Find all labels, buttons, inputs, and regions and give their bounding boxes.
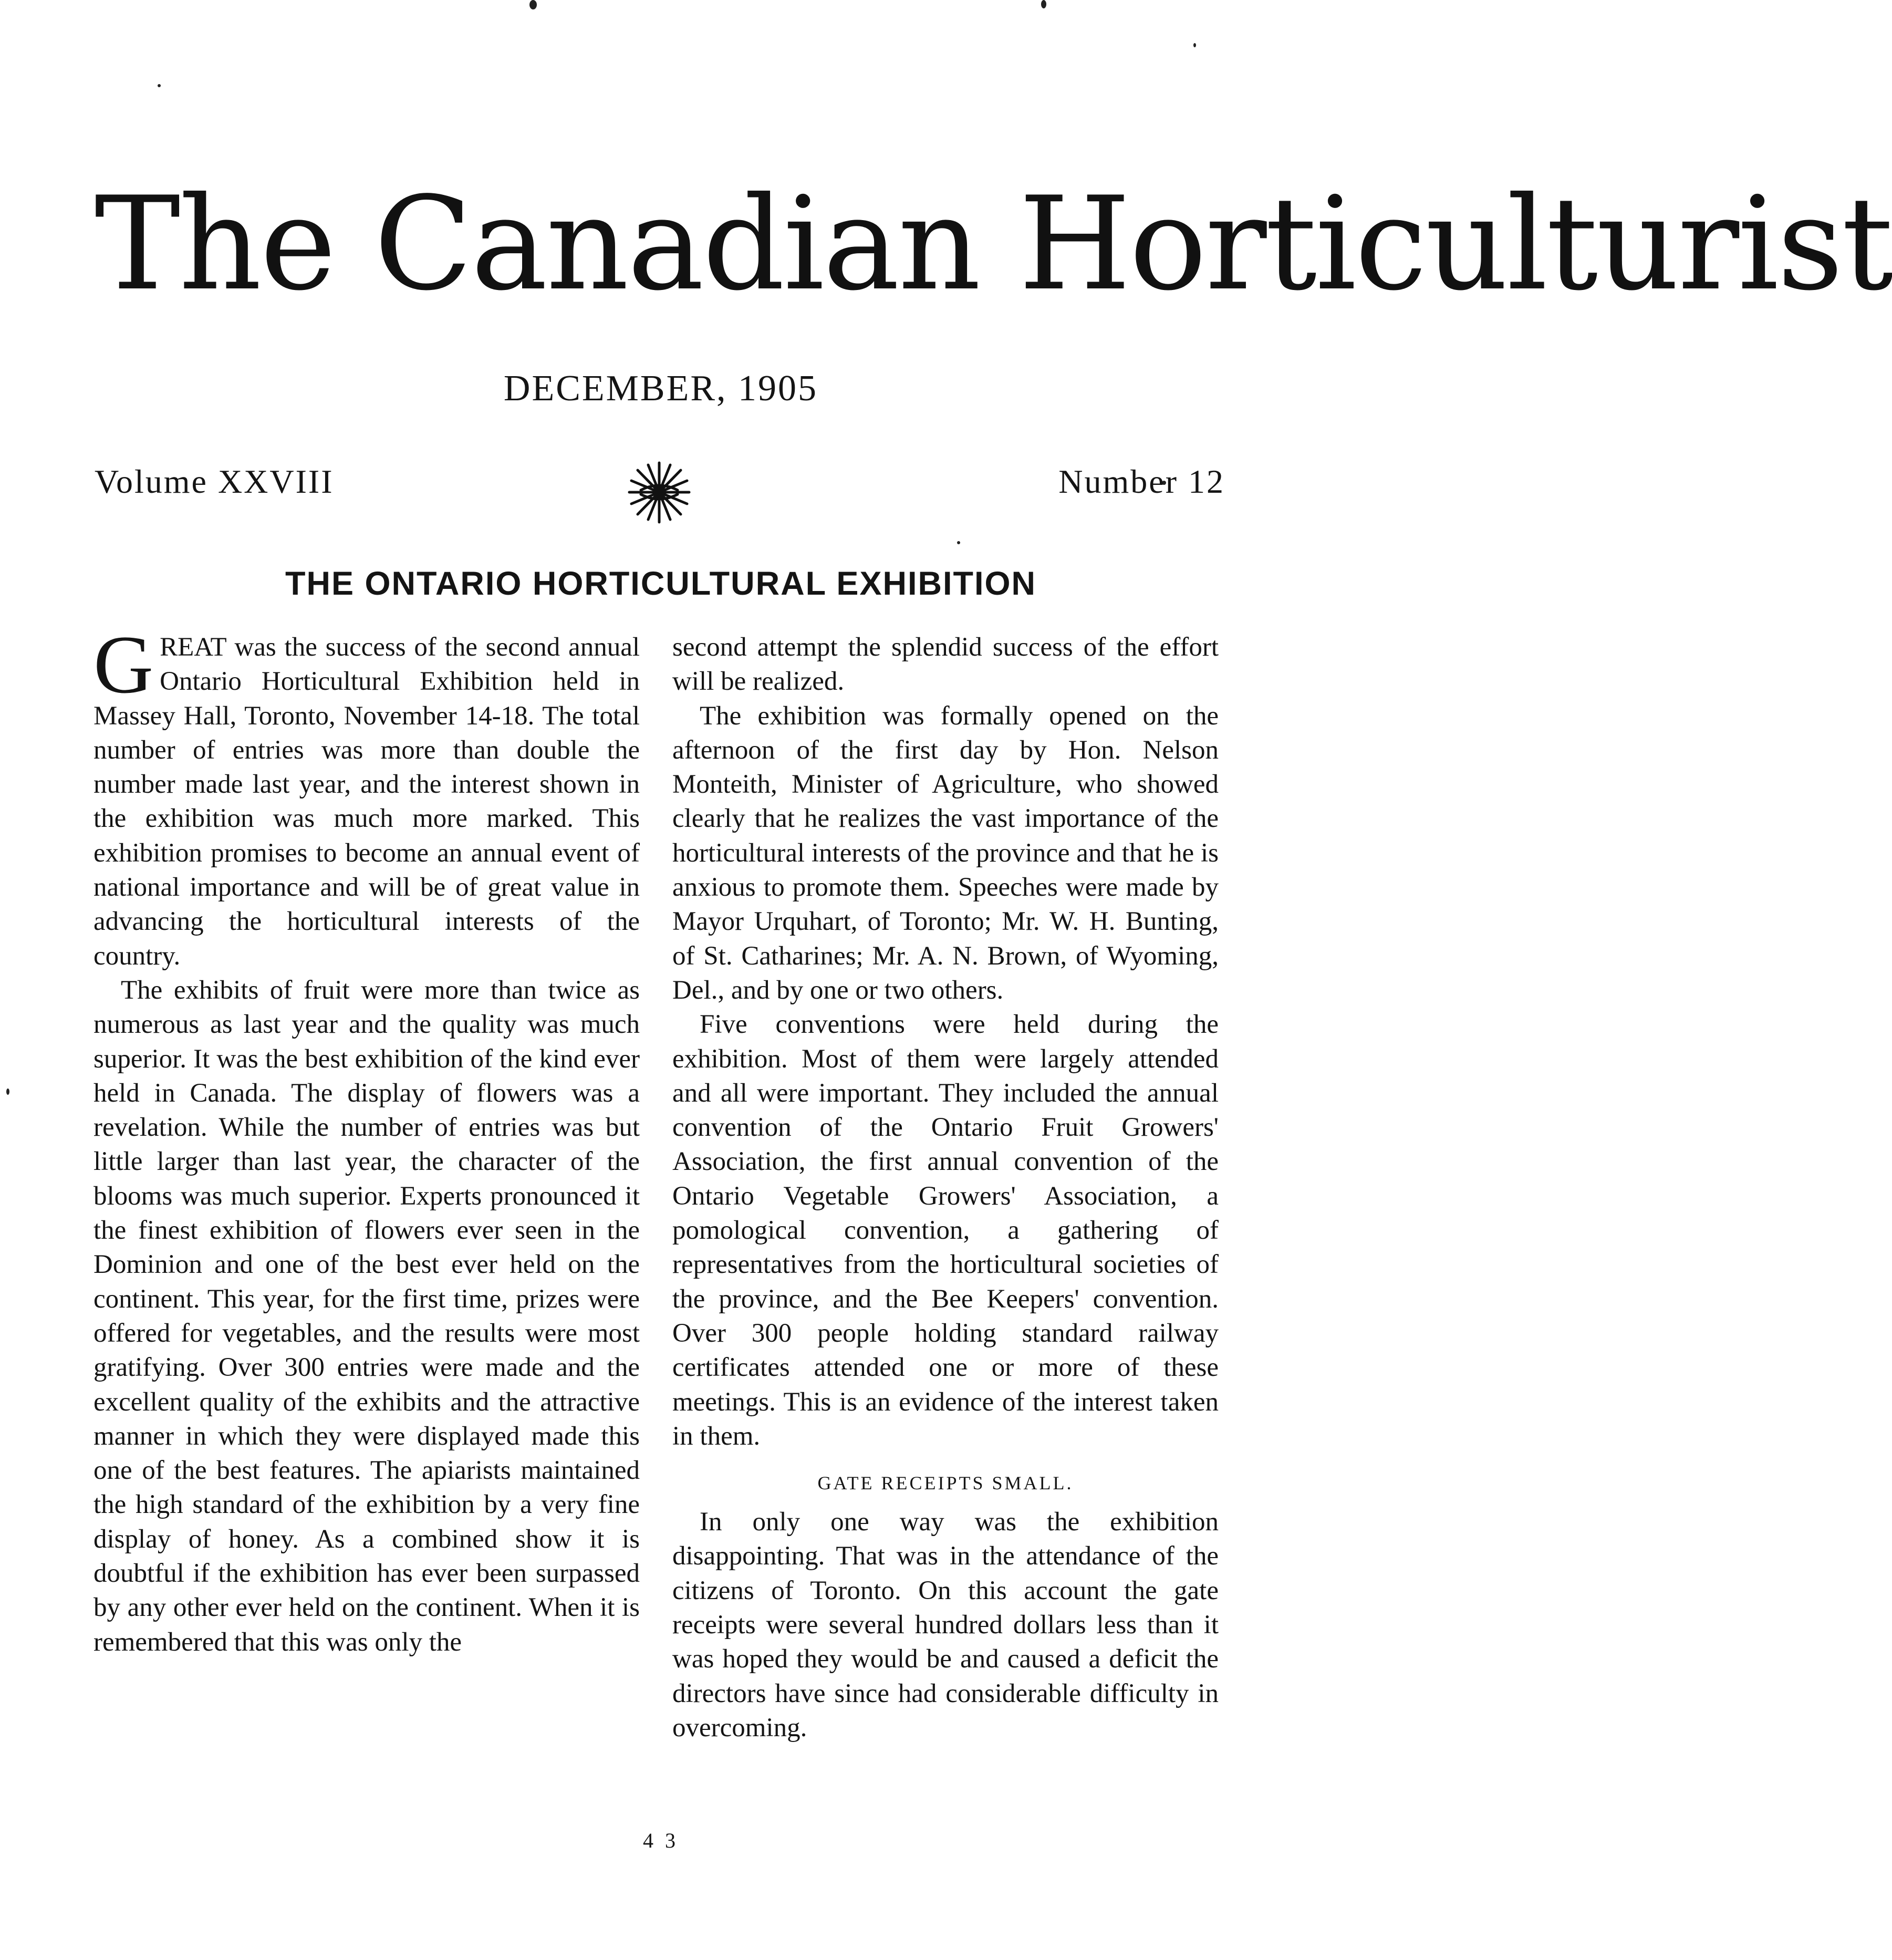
issue-date: DECEMBER, 1905 xyxy=(503,368,818,409)
paragraph: GREAT was the success of the second annual Ontario Horticultural Exhibition held in Massey Hall, Toronto, November 14-18. The total number of entries was more than double the number made last year, and the interest shown in the exhibition was much more marked. This exhibition promises to become an annual event of national importance and will be of great value in advancing the horticultural interests of the country. xyxy=(93,619,640,971)
section-subheading: GATE RECEIPTS SMALL. xyxy=(817,1472,1074,1494)
paragraph-continuation: second attempt the splendid success of the effort will be realized. xyxy=(672,632,1219,697)
fleuron-ornament-icon xyxy=(625,460,693,525)
masthead-title: The Canadian Horticulturist xyxy=(95,169,1892,319)
article-left-column xyxy=(93,619,640,1660)
drop-cap: G xyxy=(93,619,154,711)
page-folio: 4 3 xyxy=(643,1829,679,1852)
volume-label: Volume XXVIII xyxy=(95,463,334,500)
paragraph: The exhibits of fruit were more than twice as numerous as last year and the quality was much superior. It was the best exhibition of the kind ever held in Canada. The display of flowers was a revelation. While the number of entries was but little larger than last year, the character of the blooms was much superior. Experts pronounced it the finest exhibition of flowers ever seen in the Dominion and one of the best ever held on the continent. This year, for the first time, prizes were offered for vegetables, and the results were most gratifying. Over 300 entries were made and the excellent quality of the exhibits and the attractive manner in which they were displayed made this one of the best features. The apiarists maintained the high standard of the exhibition by a very fine display of honey. As a combined show it is doubtful if the exhibition has ever been surpassed by any other ever held on the continent. When it is remembered that this was only the xyxy=(93,975,640,1657)
issue-number-label: Number 12 xyxy=(1058,463,1225,500)
article-right-column xyxy=(672,630,1219,1745)
paragraph: Five conventions were held during the exhibition. Most of them were largely attended and all were important. They included the annual convention of the Ontario Fruit Growers' Association, the first annual convention of the Ontario Vegetable Growers' Association, a pomological convention, a gathering of representatives from the horticultural societies of the province, and the Bee Keepers' convention. Over 300 people holding standard railway certificates attended one or more of these meetings. This is an evidence of the interest taken in them. xyxy=(672,1010,1219,1451)
paragraph: In only one way was the exhibition disappointing. That was in the attendance of the citizens of Toronto. On this account the gate receipts were several hundred dollars less than it was hoped they would be and caused a deficit the directors have since had considerable difficulty in overcoming. xyxy=(672,1507,1219,1743)
article-headline: THE ONTARIO HORTICULTURAL EXHIBITION xyxy=(285,565,1036,602)
paragraph: The exhibition was formally opened on the afternoon of the first day by Hon. Nelson Monteith, Minister of Agriculture, who showed clearly that he realizes the vast importance of the horticultural interests of the province and that he is anxious to promote them. Speeches were made by Mayor Urquhart, of Toronto; Mr. W. H. Bunting, of St. Catharines; Mr. A. N. Brown, of Wyoming, Del., and by one or two others. xyxy=(672,701,1219,1005)
